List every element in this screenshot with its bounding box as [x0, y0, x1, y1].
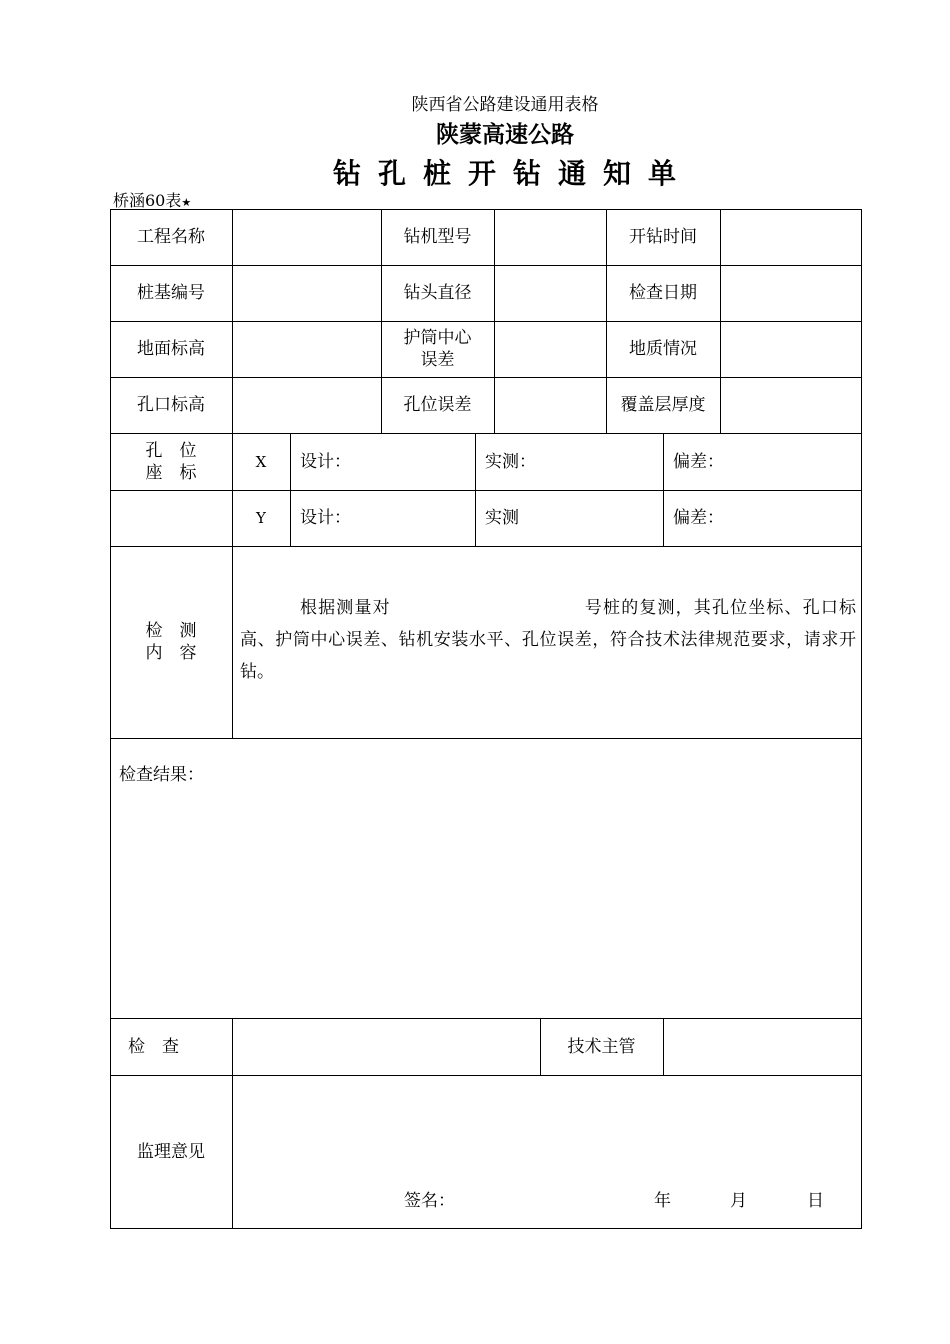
label-coords-line1: 孔 位 — [145, 440, 197, 461]
label-hole-position-error: 孔位误差 — [403, 395, 472, 415]
form-number — [113, 188, 191, 211]
field-overburden-thickness[interactable] — [720, 377, 862, 433]
y-measured-field[interactable]: 实测 — [485, 508, 519, 528]
label-inspection-content — [110, 546, 232, 738]
coords-blank-cell — [110, 490, 232, 546]
label-coords-line2: 座 标 — [145, 462, 197, 483]
field-start-time[interactable] — [720, 209, 862, 265]
inspection-text-before: 根据测量对 — [300, 598, 391, 618]
label-geology: 地质情况 — [629, 339, 697, 359]
label-ground-elevation: 地面标高 — [137, 339, 205, 359]
label-casing-line1: 护筒中心 — [403, 328, 472, 348]
label-bit-diameter: 钻头直径 — [403, 283, 472, 303]
label-casing-center-error — [381, 321, 494, 377]
label-casing-line2: 误差 — [420, 350, 455, 370]
label-inspection-line1: 检 测 — [145, 621, 197, 641]
star-icon: ★ — [181, 196, 192, 209]
col-divider — [232, 546, 233, 738]
x-measured-field[interactable]: 实测： — [485, 451, 536, 472]
field-casing-center-error[interactable] — [494, 321, 606, 377]
field-hole-position-error[interactable] — [494, 377, 606, 433]
label-hole-elevation: 孔口标高 — [137, 395, 205, 415]
field-tech-supervisor[interactable] — [663, 1018, 862, 1075]
label-day: 日 — [807, 1191, 824, 1211]
y-deviation-field[interactable]: 偏差： — [673, 508, 724, 528]
field-hole-elevation[interactable] — [232, 377, 381, 433]
label-supervision-opinion: 监理意见 — [137, 1142, 205, 1162]
label-checker: 检 查 — [128, 1036, 179, 1057]
field-ground-elevation[interactable] — [232, 321, 381, 377]
signature-field[interactable] — [460, 1182, 630, 1212]
label-project-name: 工程名称 — [137, 227, 205, 247]
page-title: 钻孔桩开钻通知单 — [332, 157, 693, 190]
field-drill-model[interactable] — [494, 209, 606, 265]
label-start-time: 开钻时间 — [629, 227, 697, 247]
row-divider — [110, 738, 862, 739]
label-month: 月 — [730, 1191, 747, 1211]
project-name: 陕蒙高速公路 — [436, 122, 574, 148]
label-overburden-thickness: 覆盖层厚度 — [620, 395, 706, 415]
y-axis-label: Y — [256, 509, 266, 527]
label-check-date: 检查日期 — [629, 283, 697, 303]
label-inspection-line2: 内 容 — [145, 643, 197, 663]
x-axis-label: X — [255, 452, 267, 471]
label-drill-model: 钻机型号 — [403, 227, 472, 247]
label-signature: 签名： — [404, 1191, 455, 1211]
form-subtitle: 陕西省公路建设通用表格 — [411, 95, 599, 115]
x-deviation-field[interactable]: 偏差： — [673, 451, 724, 472]
field-check-date[interactable] — [720, 265, 862, 321]
supervision-opinion-area[interactable] — [233, 1076, 861, 1176]
form-number-text: 桥涵60表 — [113, 191, 182, 210]
field-bit-diameter[interactable] — [494, 265, 606, 321]
inspection-paragraph — [240, 592, 856, 688]
x-design-field[interactable]: 设计： — [300, 451, 351, 472]
label-pile-number: 桩基编号 — [137, 283, 205, 303]
check-result-area[interactable] — [111, 790, 861, 1016]
field-pile-number[interactable] — [232, 265, 381, 321]
label-hole-coordinates — [110, 433, 232, 490]
field-geology[interactable] — [720, 321, 862, 377]
label-check-result: 检查结果： — [119, 765, 204, 785]
y-design-field[interactable]: 设计： — [300, 508, 351, 528]
field-checker[interactable] — [232, 1018, 540, 1075]
label-year: 年 — [654, 1191, 671, 1211]
label-tech-supervisor: 技术主管 — [567, 1036, 636, 1057]
inspection-text-after: 号桩的复测，其孔位坐标、孔口标高、护筒中心误差、钻机安装水平、孔位误差，符合技术法律规范要求，请求开钻。 — [240, 598, 856, 682]
field-project-name[interactable] — [232, 209, 381, 265]
